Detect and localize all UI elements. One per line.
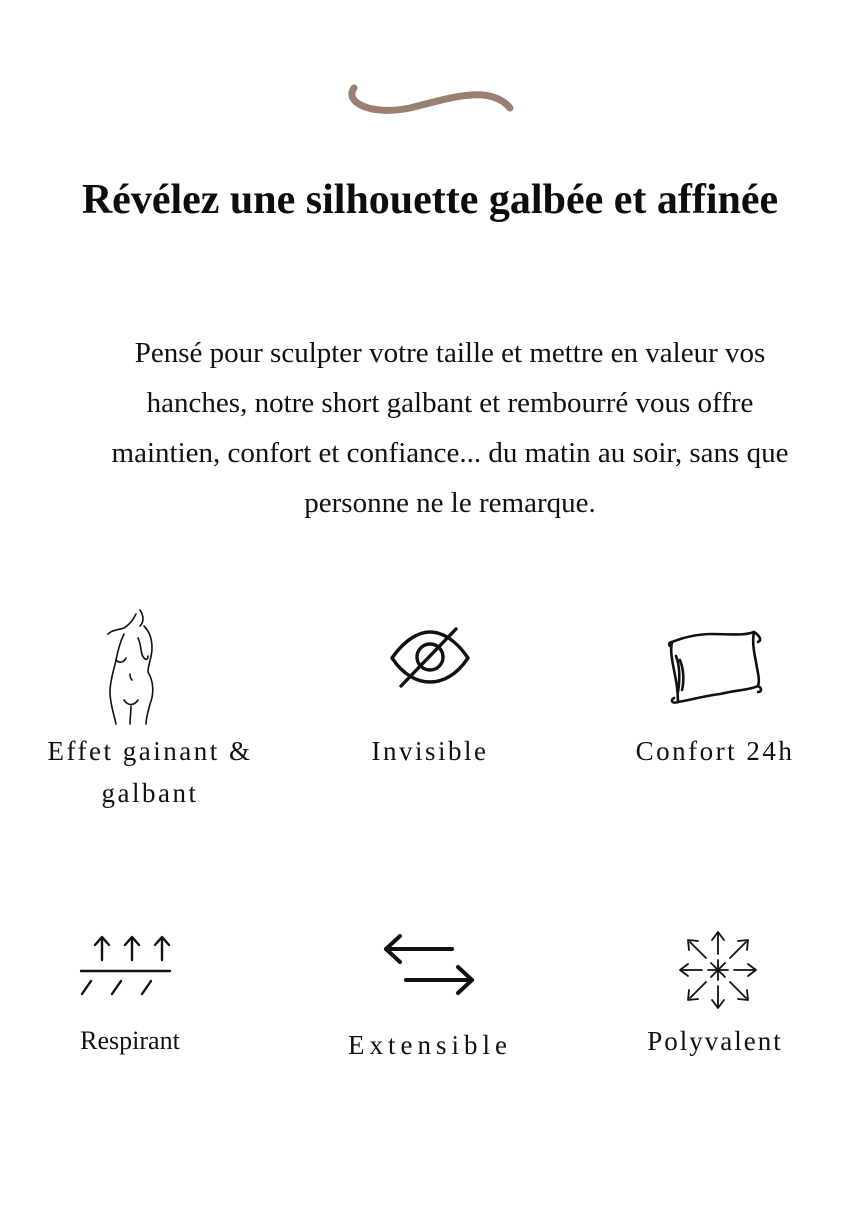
- feature-label: Extensible: [348, 1030, 512, 1060]
- feature-shaping: [0, 600, 300, 830]
- feature-label: Polyvalent: [647, 1026, 783, 1056]
- feature-comfort: [570, 600, 860, 830]
- feature-label: Confort 24h: [635, 736, 795, 766]
- page-title: Révélez une silhouette galbée et affinée: [81, 177, 779, 223]
- feature-versatile: [580, 920, 860, 1080]
- pillow-icon: [666, 630, 764, 706]
- feature-label: Effet gainant & galbant: [47, 736, 253, 808]
- breathable-arrows-icon: [78, 932, 174, 1002]
- stretch-arrows-icon: [380, 932, 480, 1002]
- feature-breathable: [0, 920, 270, 1080]
- eye-slash-icon: [388, 626, 472, 690]
- feature-invisible: [290, 600, 570, 830]
- decorative-swoosh-icon: [340, 80, 520, 125]
- body-silhouette-icon: [100, 608, 164, 726]
- feature-stretch: [290, 920, 570, 1080]
- intro-paragraph: Pensé pour sculpter votre taille et mettre en valeur vos hanches, notre short galbant et rembourré vous offre maintien, confort et confiance... du matin au soir, sans que personne ne le remarque.: [111, 337, 789, 519]
- multi-direction-arrows-icon: [676, 928, 760, 1012]
- feature-label: Invisible: [371, 736, 489, 766]
- feature-label: Respirant: [80, 1026, 180, 1055]
